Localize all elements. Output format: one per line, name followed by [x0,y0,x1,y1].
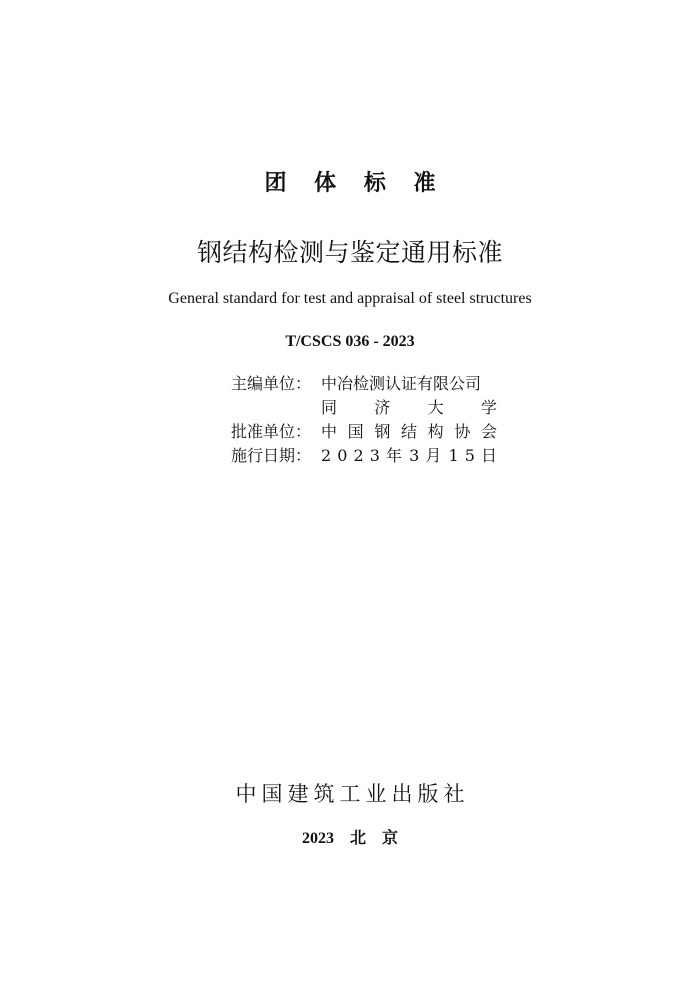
chief-editor-label: 主编单位： [231,374,312,393]
standard-code: T/CSCS 036 - 2023 [285,333,415,350]
english-title: General standard for test and appraisal of steel structures [168,290,532,307]
chief-editor-unit: 中冶检测认证有限公司 [321,374,482,393]
city-char-1: 北 [349,830,366,847]
effective-date: 2 0 2 3 年 3 月 1 5 日 [321,446,497,465]
chief-editor-row [231,372,497,396]
chinese-title: 钢结构检测与鉴定通用标准 [196,238,503,267]
editorial-info [231,372,501,468]
approval-unit: 中 国 钢 结 构 协 会 [321,422,497,441]
co-editor-unit: 同 济 大 学 [321,398,497,417]
publication-place-year [0,825,700,848]
city-char-2: 京 [382,830,399,847]
publisher-name: 中国建筑工业出版社 [235,782,470,806]
document-type: 团 体 标 准 [264,171,446,196]
publication-year: 2023 [301,830,334,847]
effective-date-row [231,444,497,468]
approval-row [231,420,497,444]
effective-date-label: 施行日期： [231,446,312,465]
approval-label: 批准单位： [231,422,312,441]
co-editor-row [231,396,497,420]
